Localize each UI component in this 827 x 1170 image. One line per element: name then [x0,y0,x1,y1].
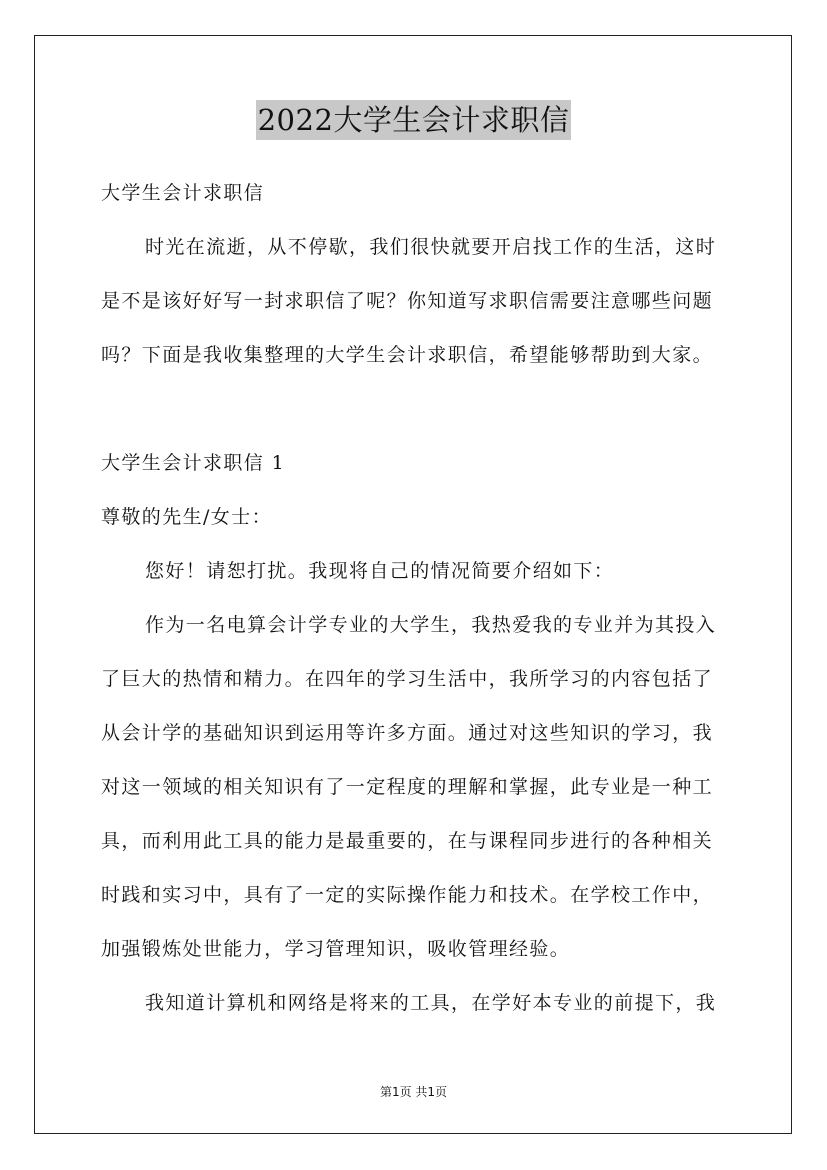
body-paragraph-line: 对这一领域的相关知识有了一定程度的理解和掌握，此专业是一种工 [101,776,714,798]
body-paragraph-line: 从会计学的基础知识到运用等许多方面。通过对这些知识的学习，我 [101,722,714,744]
body-paragraph-line: 加强锻炼处世能力，学习管理知识，吸收管理经验。 [101,938,571,960]
section-heading: 大学生会计求职信 [101,182,265,204]
body-paragraph-line: 我知道计算机和网络是将来的工具，在学好本专业的前提下，我 [145,992,717,1014]
intro-paragraph-line: 是不是该好好写一封求职信了呢？你知道写求职信需要注意哪些问题 [101,290,714,312]
intro-paragraph-line: 时光在流逝，从不停歇，我们很快就要开启找工作的生活，这时 [145,236,717,258]
blank-line [101,382,731,436]
greeting-paragraph: 您好！请恕打扰。我现将自己的情况简要介绍如下： [145,560,615,582]
body-paragraph-line: 作为一名电算会计学专业的大学生，我热爱我的专业并为其投入 [145,614,717,636]
document-body [101,166,731,1030]
letter-heading: 大学生会计求职信 1 [101,452,286,474]
body-paragraph-line: 时践和实习中，具有了一定的实际操作能力和技术。在学校工作中， [101,884,714,906]
title-container [0,100,827,140]
body-paragraph-line: 了巨大的热情和精力。在四年的学习生活中，我所学习的内容包括了 [101,668,714,690]
body-paragraph-line: 具，而利用此工具的能力是最重要的，在与课程同步进行的各种相关 [101,830,714,852]
page-footer: 第1页 共1页 [379,1085,448,1099]
intro-paragraph-line: 吗？下面是我收集整理的大学生会计求职信，希望能够帮助到大家。 [101,344,714,366]
salutation: 尊敬的先生/女士： [101,506,273,528]
document-title: 2022大学生会计求职信 [256,100,572,140]
